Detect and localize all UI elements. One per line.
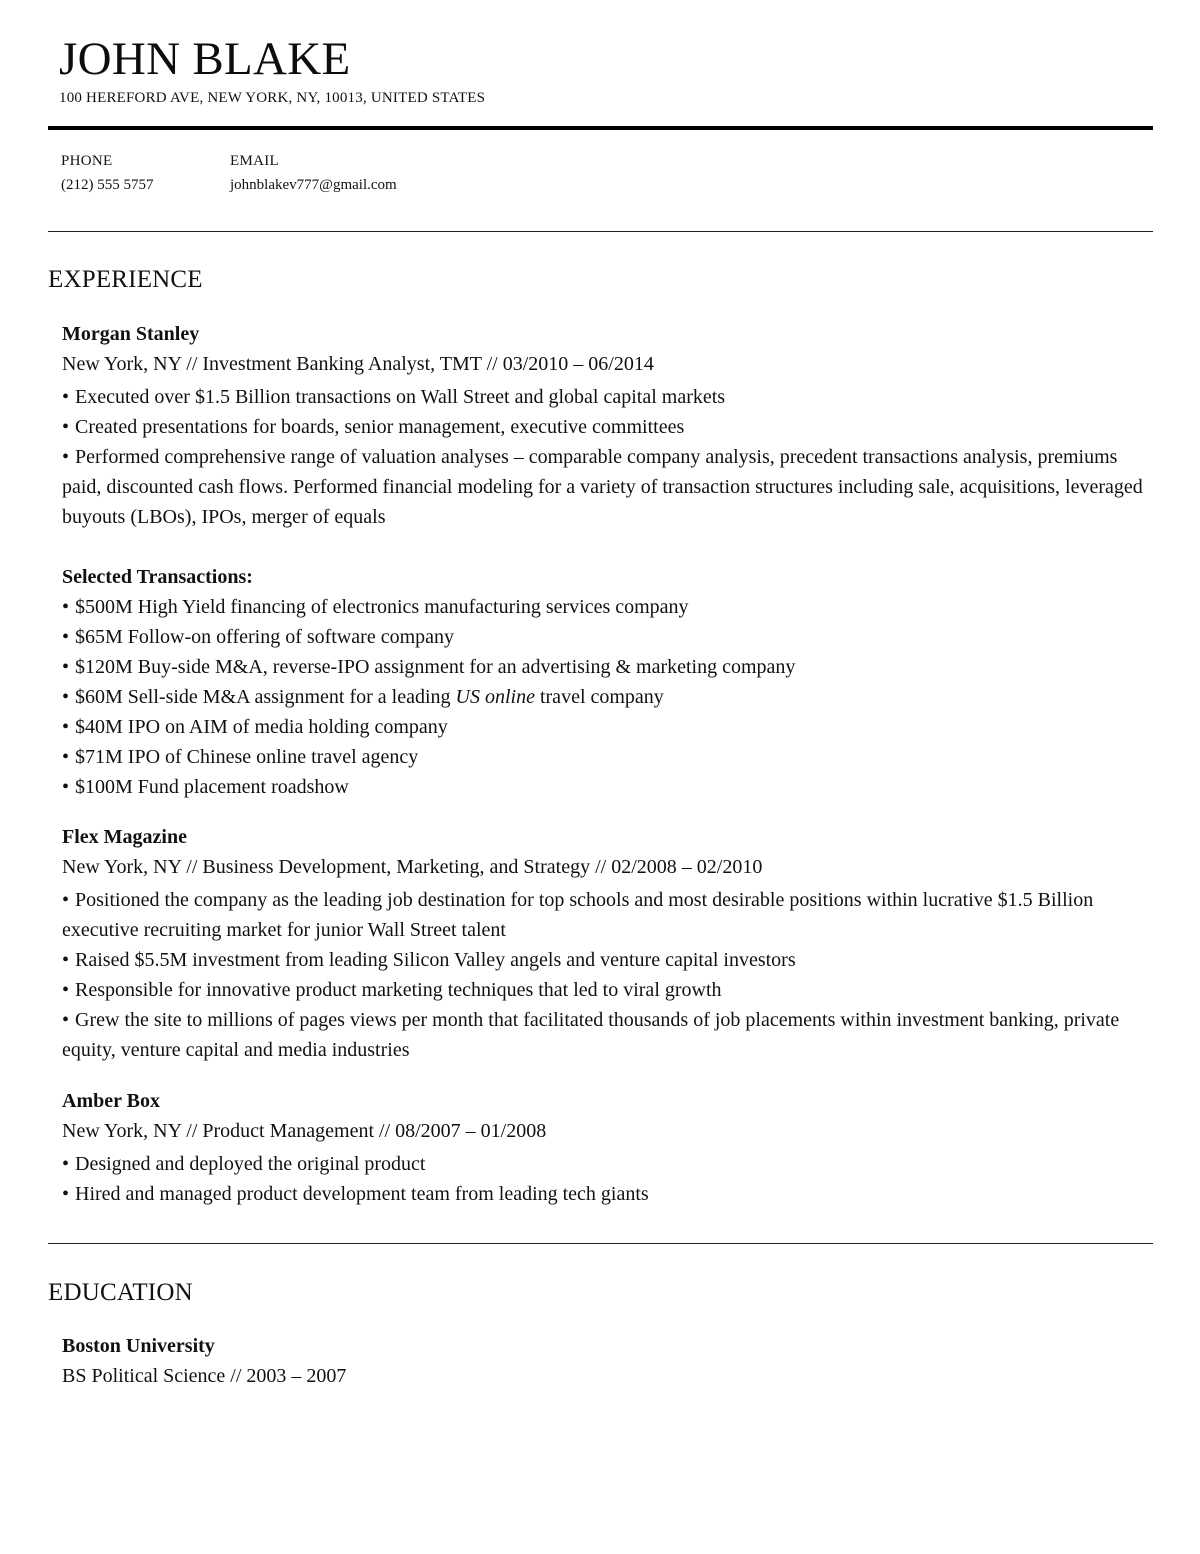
job-bullet: • Hired and managed product development team from leading tech giants — [62, 1183, 649, 1205]
school-name: Boston University — [62, 1335, 215, 1357]
email-value: johnblakev777@gmail.com — [230, 177, 397, 193]
job-bullet: • Performed comprehensive range of valuation analyses – comparable company analysis, precedent transactions analysis, premiums paid, discounted cash flows. Performed financial modeling for a variety of transaction structures including sale, acquisitions, leveraged buyouts (LBOs), IPOs, merger of equals — [62, 446, 1143, 528]
job-bullet: • Grew the site to millions of pages views per month that facilitated thousands of job placements within investment banking, private equity, venture capital and media industries — [62, 1009, 1120, 1061]
transaction-emphasis: US online — [455, 686, 535, 708]
transaction-item: • $120M Buy-side M&A, reverse-IPO assignment for an advertising & marketing company — [62, 656, 796, 678]
candidate-name: JOHN BLAKE — [59, 33, 351, 85]
header-divider — [48, 126, 1153, 130]
experience-title: EXPERIENCE — [48, 266, 203, 293]
job-flex-magazine — [62, 822, 1157, 1065]
job-meta: New York, NY // Investment Banking Analyst, TMT // 03/2010 – 06/2014 — [62, 353, 654, 375]
transaction-item: • $100M Fund placement roadshow — [62, 776, 349, 798]
selected-transactions — [62, 562, 1157, 802]
transaction-item: • $60M Sell-side M&A assignment for a leading US online travel company — [62, 686, 664, 708]
job-bullet: • Positioned the company as the leading job destination for top schools and most desirable positions within lucrative $1.5 Billion executive recruiting market for junior Wall Street talent — [62, 889, 1094, 941]
education-entry — [62, 1331, 1157, 1391]
job-meta: New York, NY // Business Development, Marketing, and Strategy // 02/2008 – 02/2010 — [62, 856, 763, 878]
job-bullet: • Executed over $1.5 Billion transactions on Wall Street and global capital markets — [62, 386, 726, 408]
job-morgan-stanley — [62, 319, 1157, 532]
phone-label: PHONE — [61, 153, 113, 169]
email-label: EMAIL — [230, 153, 279, 169]
contact-divider — [48, 231, 1153, 232]
phone-value: (212) 555 5757 — [61, 177, 154, 193]
job-bullet: • Responsible for innovative product marketing techniques that led to viral growth — [62, 979, 722, 1001]
job-bullet: • Created presentations for boards, senior management, executive committees — [62, 416, 685, 438]
job-bullet: • Raised $5.5M investment from leading Silicon Valley angels and venture capital investors — [62, 949, 796, 971]
transaction-item: • $71M IPO of Chinese online travel agency — [62, 746, 419, 768]
job-company: Amber Box — [62, 1090, 160, 1112]
education-title: EDUCATION — [48, 1279, 193, 1306]
transaction-item: • $40M IPO on AIM of media holding company — [62, 716, 448, 738]
job-meta: New York, NY // Product Management // 08/2007 – 01/2008 — [62, 1120, 547, 1142]
degree-meta: BS Political Science // 2003 – 2007 — [62, 1365, 347, 1387]
transaction-item: • $65M Follow-on offering of software company — [62, 626, 455, 648]
job-company: Flex Magazine — [62, 826, 187, 848]
job-bullet: • Designed and deployed the original product — [62, 1153, 426, 1175]
education-divider — [48, 1243, 1153, 1244]
transaction-item: • $500M High Yield financing of electronics manufacturing services company — [62, 596, 689, 618]
transactions-heading: Selected Transactions: — [62, 566, 253, 588]
candidate-address: 100 HEREFORD AVE, NEW YORK, NY, 10013, UNITED STATES — [59, 90, 486, 106]
job-amber-box — [62, 1086, 1157, 1209]
job-company: Morgan Stanley — [62, 323, 200, 345]
